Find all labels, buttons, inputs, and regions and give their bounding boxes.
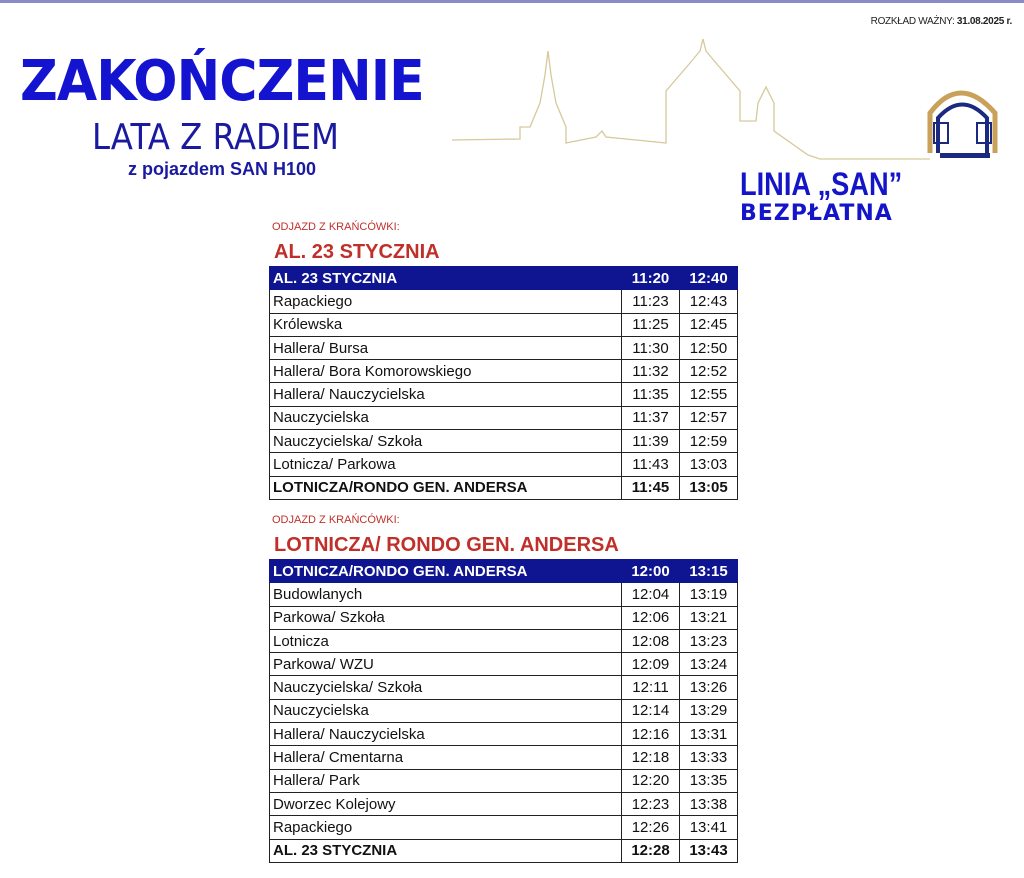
title: ZAKOŃCZENIE [20,49,424,114]
stop-name: Nauczycielska [270,699,622,722]
departure-time-1: 12:14 [622,699,680,722]
departure-time-1: 11:37 [622,406,680,429]
stop-name: Rapackiego [270,816,622,839]
stop-name: Nauczycielska/ Szkoła [270,430,622,453]
departure-time-2: 12:43 [680,290,738,313]
table-row [270,676,738,699]
timetable-1 [269,266,738,500]
departure-time-2: 12:59 [680,430,738,453]
table-row [270,360,738,383]
table-row [270,290,738,313]
stop-name: Lotnicza [270,629,622,652]
departure-time-1: 12:26 [622,816,680,839]
departure-time-1: 12:18 [622,746,680,769]
line-name: LINIA „SAN” [740,166,903,202]
departure-time-1: 12:23 [622,792,680,815]
departure-time-1: 11:39 [622,430,680,453]
table-row [270,583,738,606]
departure-time-2: 12:50 [680,336,738,359]
stop-name: Parkowa/ Szkoła [270,606,622,629]
departure-time-1: 12:09 [622,653,680,676]
stop-name: Hallera/ Cmentarna [270,746,622,769]
departure-time-1: 12:16 [622,723,680,746]
vehicle-note: z pojazdem SAN H100 [128,159,317,179]
stop-name: Parkowa/ WZU [270,653,622,676]
stop-name: AL. 23 STYCZNIA [270,267,622,290]
table-row [270,653,738,676]
departure-time-1: 12:28 [622,839,680,862]
departure-time-1: 12:20 [622,769,680,792]
departure-time-1: 12:00 [622,560,680,583]
table-row [270,406,738,429]
stop-name: Nauczycielska [270,406,622,429]
stop-name: Hallera/ Nauczycielska [270,383,622,406]
departure-time-1: 11:45 [622,476,680,499]
table-row [270,606,738,629]
table-row [270,453,738,476]
table-row [270,336,738,359]
departure-time-2: 13:33 [680,746,738,769]
table-row [270,629,738,652]
departure-time-2: 13:38 [680,792,738,815]
stop-name: Lotnicza/ Parkowa [270,453,622,476]
departure-time-2: 13:24 [680,653,738,676]
stop-name: Dworzec Kolejowy [270,792,622,815]
departure-time-1: 12:11 [622,676,680,699]
table-row [270,699,738,722]
departure-time-2: 13:03 [680,453,738,476]
departure-time-2: 12:55 [680,383,738,406]
bus-station-logo-icon [930,93,995,158]
departure-time-2: 12:45 [680,313,738,336]
stop-name: Hallera/ Nauczycielska [270,723,622,746]
departure-time-1: 11:32 [622,360,680,383]
departure-time-2: 12:57 [680,406,738,429]
departure-time-2: 13:15 [680,560,738,583]
table-row [270,816,738,839]
departure-time-2: 13:31 [680,723,738,746]
table-row [270,383,738,406]
departure-time-1: 11:23 [622,290,680,313]
free-note: BEZPŁATNA [740,201,893,226]
departure-time-1: 11:30 [622,336,680,359]
departure-time-2: 13:23 [680,629,738,652]
departure-time-1: 11:25 [622,313,680,336]
stop-name: LOTNICZA/RONDO GEN. ANDERSA [270,560,622,583]
stop-name: Królewska [270,313,622,336]
departure-time-2: 13:21 [680,606,738,629]
table-row [270,769,738,792]
stop-name: Hallera/ Bursa [270,336,622,359]
terminus-2: LOTNICZA/ RONDO GEN. ANDERSA [274,534,619,556]
table-row [270,792,738,815]
table-row [270,839,738,862]
stop-name: Budowlanych [270,583,622,606]
departure-time-2: 12:52 [680,360,738,383]
departure-time-2: 13:26 [680,676,738,699]
departure-time-2: 13:41 [680,816,738,839]
departure-time-1: 12:06 [622,606,680,629]
table-row [270,723,738,746]
departure-time-1: 11:35 [622,383,680,406]
departure-time-2: 13:19 [680,583,738,606]
subtitle: LATA Z RADIEM [92,117,339,158]
timetable-2 [269,559,738,863]
stop-name: AL. 23 STYCZNIA [270,839,622,862]
departure-label-2: ODJAZD Z KRAŃCÓWKI: [272,514,400,526]
stop-name: Rapackiego [270,290,622,313]
departure-time-2: 13:05 [680,476,738,499]
table-row [270,560,738,583]
table-row [270,267,738,290]
departure-time-1: 11:20 [622,267,680,290]
departure-label-1: ODJAZD Z KRAŃCÓWKI: [272,221,400,233]
departure-time-2: 13:29 [680,699,738,722]
validity-date: ROZKŁAD WAŻNY: 31.08.2025 r. [870,16,1012,27]
terminus-1: AL. 23 STYCZNIA [274,241,440,263]
departure-time-1: 11:43 [622,453,680,476]
stop-name: Hallera/ Park [270,769,622,792]
departure-time-2: 13:43 [680,839,738,862]
stop-name: Hallera/ Bora Komorowskiego [270,360,622,383]
stop-name: LOTNICZA/RONDO GEN. ANDERSA [270,476,622,499]
departure-time-2: 12:40 [680,267,738,290]
departure-time-1: 12:08 [622,629,680,652]
departure-time-1: 12:04 [622,583,680,606]
table-row [270,313,738,336]
stop-name: Nauczycielska/ Szkoła [270,676,622,699]
departure-time-2: 13:35 [680,769,738,792]
table-row [270,476,738,499]
table-row [270,746,738,769]
table-row [270,430,738,453]
